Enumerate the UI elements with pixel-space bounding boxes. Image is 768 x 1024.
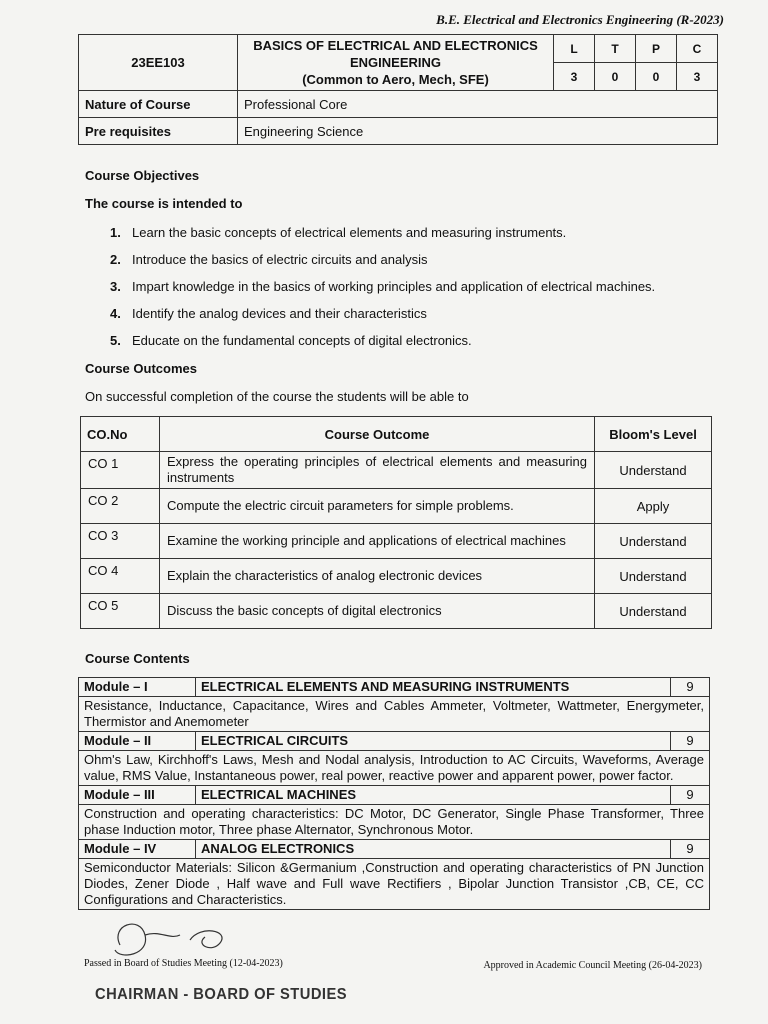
objective-item: 2. Introduce the basics of electric circuits and analysis: [110, 252, 428, 267]
ltpc-value-t: 0: [595, 63, 636, 91]
prereq-label: Pre requisites: [79, 118, 238, 145]
table-row: CO 1 Express the operating principles of electrical elements and measuring instruments Understand: [81, 452, 712, 489]
ltpc-header-l: L: [554, 35, 595, 63]
ltpc-value-c: 3: [677, 63, 718, 91]
chairman-stamp: CHAIRMAN - BOARD OF STUDIES: [95, 986, 348, 1003]
course-title: BASICS OF ELECTRICAL AND ELECTRONICS ENGINEERING (Common to Aero, Mech, SFE): [238, 35, 554, 91]
col-header-bloom: Bloom's Level: [595, 417, 712, 452]
module-header-row: Module – IV ANALOG ELECTRONICS 9: [79, 840, 710, 859]
module-description: Construction and operating characteristics: DC Motor, DC Generator, Single Phase Transformer, Three phase Induction motor, Three phase Alternator, Synchronous Motor.: [79, 805, 710, 840]
objectives-heading: Course Objectives: [85, 168, 200, 183]
table-row: CO 3 Examine the working principle and applications of electrical machines Understand: [81, 524, 712, 559]
module-header-row: Module – II ELECTRICAL CIRCUITS 9: [79, 732, 710, 751]
course-code: 23EE103: [79, 35, 238, 91]
objective-item: 1. Learn the basic concepts of electrical elements and measuring instruments.: [110, 225, 567, 240]
passed-in-board-note: Passed in Board of Studies Meeting (12-04-2023): [84, 958, 283, 969]
outcomes-table: [80, 416, 712, 629]
contents-table: [78, 677, 710, 910]
module-description: Resistance, Inductance, Capacitance, Wires and Cables Ammeter, Voltmeter, Wattmeter, Energymeter, Thermistor and Anemometer: [79, 697, 710, 732]
table-row: CO 4 Explain the characteristics of analog electronic devices Understand: [81, 559, 712, 594]
approved-council-note: Approved in Academic Council Meeting (26-04-2023): [483, 960, 702, 971]
objectives-list: [110, 224, 730, 359]
col-header-outcome: Course Outcome: [160, 417, 595, 452]
table-row: CO 2 Compute the electric circuit parameters for simple problems. Apply: [81, 489, 712, 524]
outcomes-heading: Course Outcomes: [85, 361, 197, 376]
signature-mark: [100, 905, 270, 965]
ltpc-header-c: C: [677, 35, 718, 63]
module-description: Semiconductor Materials: Silicon &Germanium ,Construction and operating characteristics of PN Junction Diodes, Zener Diode , Half wave and Full wave Rectifiers , Bipolar Junction Transistor ,CB, CE, CC Configurations and Characteristics.: [79, 859, 710, 910]
objective-item: 3. Impart knowledge in the basics of working principles and application of electrical machines.: [110, 279, 656, 294]
ltpc-header-t: T: [595, 35, 636, 63]
col-header-cono: CO.No: [81, 417, 160, 452]
objective-item: 5. Educate on the fundamental concepts of digital electronics.: [110, 333, 472, 348]
module-header-row: Module – I ELECTRICAL ELEMENTS AND MEASURING INSTRUMENTS 9: [79, 678, 710, 697]
objective-item: 4. Identify the analog devices and their characteristics: [110, 306, 427, 321]
module-header-row: Module – III ELECTRICAL MACHINES 9: [79, 786, 710, 805]
ltpc-value-l: 3: [554, 63, 595, 91]
nature-value: Professional Core: [238, 91, 718, 118]
contents-heading: Course Contents: [85, 651, 190, 666]
outcomes-intro: On successful completion of the course the students will be able to: [85, 389, 469, 404]
objectives-intro: The course is intended to: [85, 196, 243, 211]
module-description: Ohm's Law, Kirchhoff's Laws, Mesh and Nodal analysis, Introduction to AC Circuits, Waveforms, Average value, RMS Value, Instantaneous power, real power, reactive power and apparent power, power factor.: [79, 751, 710, 786]
nature-label: Nature of Course: [79, 91, 238, 118]
table-row: CO 5 Discuss the basic concepts of digital electronics Understand: [81, 594, 712, 629]
ltpc-header-p: P: [636, 35, 677, 63]
page-header: B.E. Electrical and Electronics Engineering (R-2023): [436, 12, 724, 27]
prereq-value: Engineering Science: [238, 118, 718, 145]
ltpc-value-p: 0: [636, 63, 677, 91]
course-info-table: [78, 34, 718, 145]
